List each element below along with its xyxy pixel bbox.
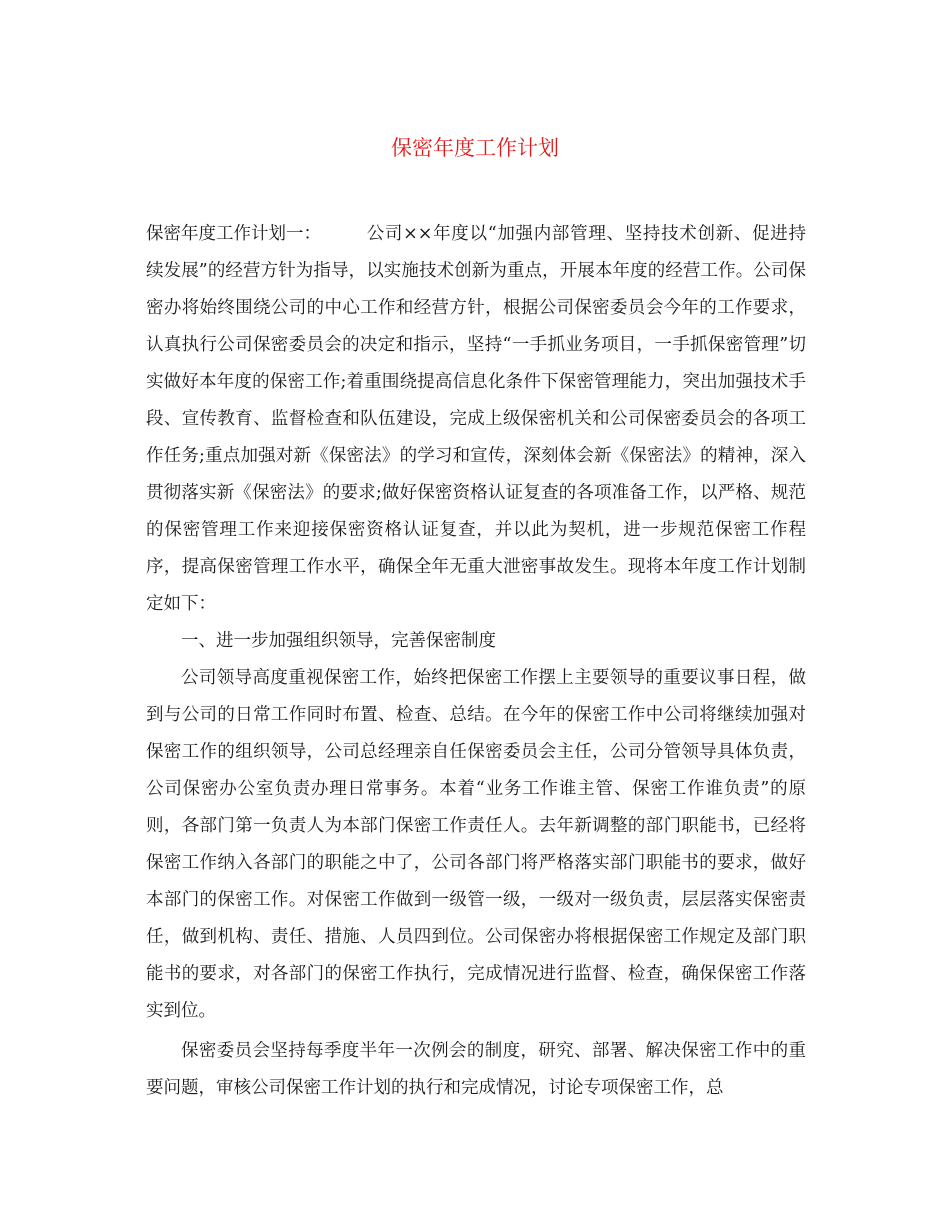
section-1-heading: 一、进一步加强组织领导，完善保密制度 bbox=[181, 631, 496, 651]
document-title: 保密年度工作计划 bbox=[391, 136, 559, 160]
intro-paragraph bbox=[146, 216, 806, 623]
paragraph-1: 公司领导高度重视保密工作，始终把保密工作摆上主要领导的重要议事日程，做到与公司的日常工作同时布置、检查、总结。在今年的保密工作中公司将继续加强对保密工作的组织领导，公司总经理亲自任保密委员会主任，公司分管领导具体负责，公司保密办公室负责办理日常事务。本着“业务工作谁主管、保密工作谁负责”的原则，各部门第一负责人为本部门保密工作责任人。去年新调整的部门职能书，已经将保密工作纳入各部门的职能之中了，公司各部门将严格落实部门职能书的要求，做好本部门的保密工作。对保密工作做到一级管一级，一级对一级负责，层层落实保密责任，做到机构、责任、措施、人员四到位。公司保密办将根据保密工作规定及部门职能书的要求，对各部门的保密工作执行，完成情况进行监督、检查，确保保密工作落实到位。 bbox=[146, 668, 806, 1021]
document-body bbox=[146, 216, 806, 1107]
paragraph-2: 保密委员会坚持每季度半年一次例会的制度，研究、部署、解决保密工作中的重要问题，审核公司保密工作计划的执行和完成情况，讨论专项保密工作，总 bbox=[146, 1041, 806, 1098]
intro-label: 保密年度工作计划一： bbox=[146, 224, 321, 244]
intro-text: 公司××年度以“加强内部管理、坚持技术创新、促进持续发展”的经营方针为指导，以实施技术创新为重点，开展本年度的经营工作。公司保密办将始终围绕公司的中心工作和经营方针，根据公司保密委员会今年的工作要求，认真执行公司保密委员会的决定和指示，坚持“一手抓业务项目，一手抓保密管理”切实做好本年度的保密工作;着重围绕提高信息化条件下保密管理能力，突出加强技术手段、宣传教育、监督检查和队伍建设，完成上级保密机关和公司保密委员会的各项工作任务;重点加强对新《保密法》的学习和宣传，深刻体会新《保密法》的精神，深入贯彻落实新《保密法》的要求;做好保密资格认证复查的各项准备工作，以严格、规范的保密管理工作来迎接保密资格认证复查，并以此为契机，进一步规范保密工作程序，提高保密管理工作水平，确保全年无重大泄密事故发生。现将本年度工作计划制定如下： bbox=[146, 224, 806, 614]
